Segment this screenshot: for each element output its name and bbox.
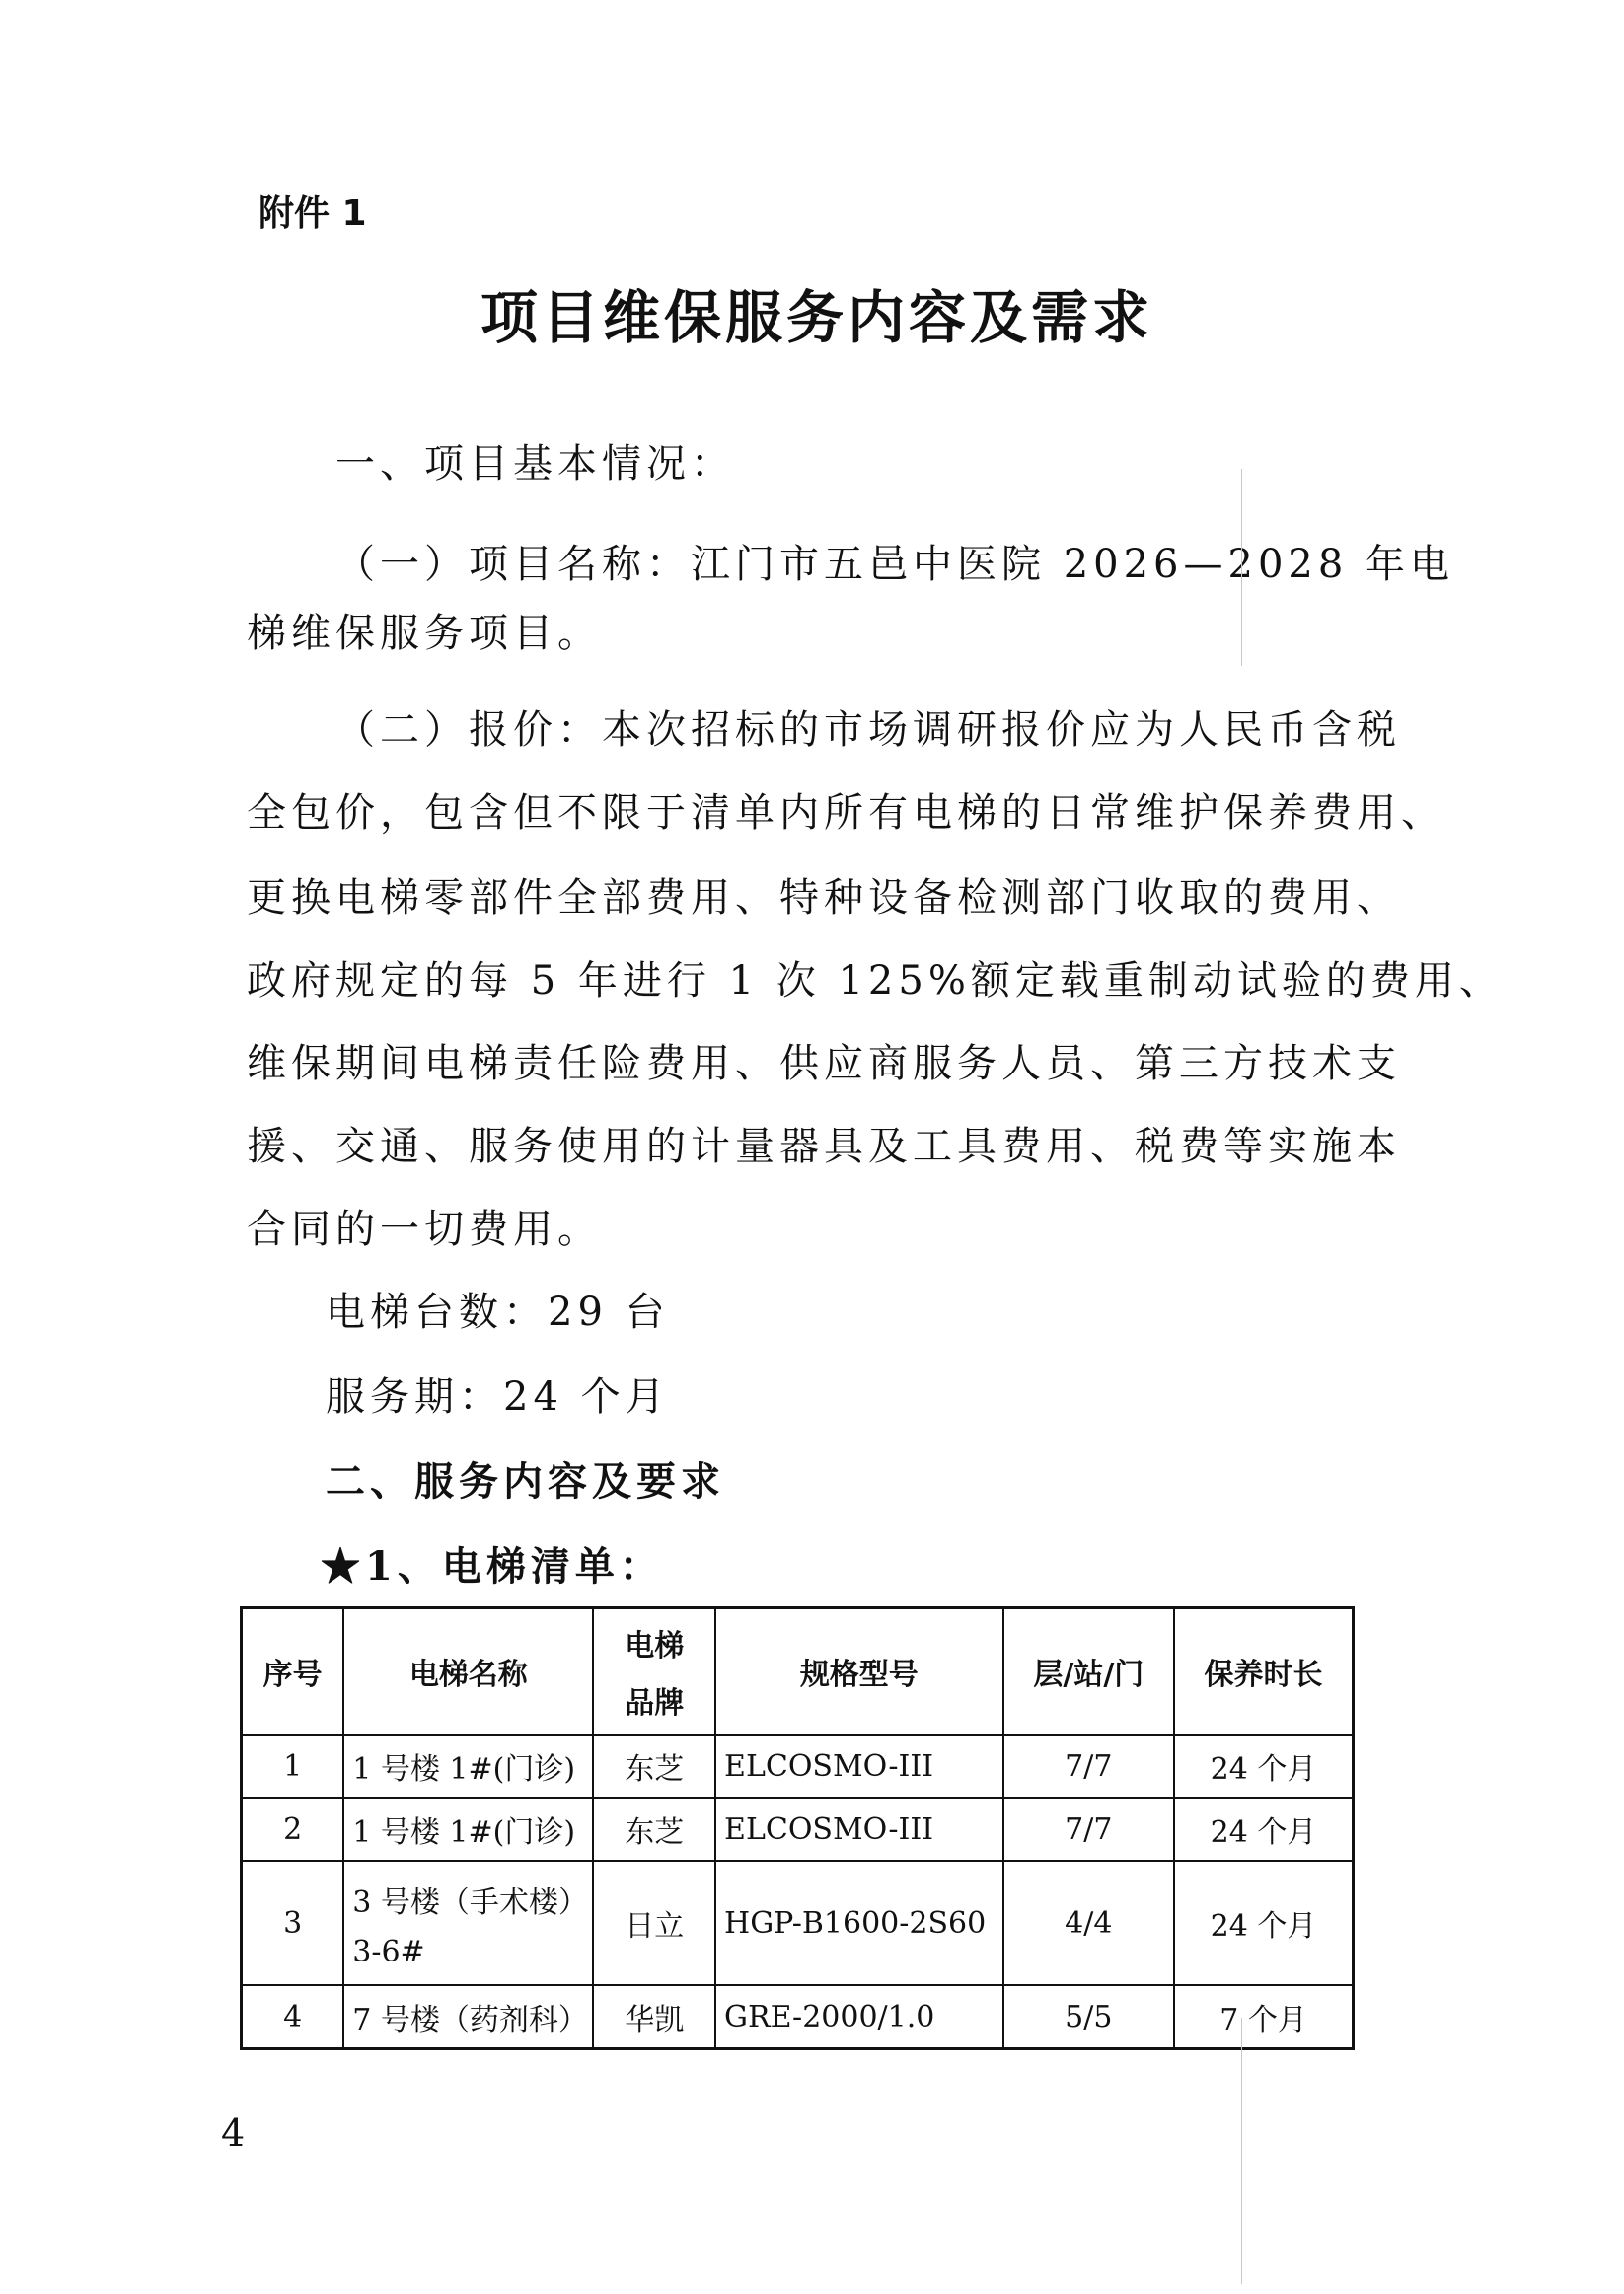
scan-artifact-line <box>1241 2018 1242 2284</box>
cell-floors: 4/4 <box>1003 1861 1174 1985</box>
cell-model: ELCOSMO-III <box>715 1735 1003 1798</box>
table-row <box>242 1861 1354 1985</box>
cell-name-line-1: 3 号楼（手术楼） <box>352 1885 588 1920</box>
quote-line-1: （二）报价：本次招标的市场调研报价应为人民币含税 <box>335 707 1401 753</box>
header-seq: 序号 <box>242 1608 344 1736</box>
cell-floors: 5/5 <box>1003 1985 1174 2049</box>
cell-model: HGP-B1600-2S60 <box>715 1861 1003 1985</box>
cell-floors: 7/7 <box>1003 1798 1174 1861</box>
quote-line-6: 援、交通、服务使用的计量器具及工具费用、税费等实施本 <box>247 1124 1401 1169</box>
cell-seq: 2 <box>242 1798 344 1861</box>
cell-name: 1 号楼 1#(门诊) <box>343 1798 593 1861</box>
elevator-table <box>240 1606 1355 2050</box>
quote-line-7: 合同的一切费用。 <box>247 1207 602 1252</box>
cell-duration: 24 个月 <box>1174 1861 1353 1985</box>
elevator-count: 电梯台数：29 台 <box>326 1290 670 1335</box>
table-row <box>242 1798 1354 1861</box>
cell-floors: 7/7 <box>1003 1735 1174 1798</box>
project-name-line-1: （一）项目名称：江门市五邑中医院 2026—2028 年电 <box>335 542 1455 587</box>
attachment-label: 附件 1 <box>258 193 367 234</box>
page-number: 4 <box>221 2111 246 2155</box>
cell-name-line-2: 3-6# <box>352 1934 425 1969</box>
page-title: 项目维保服务内容及需求 <box>480 284 1153 351</box>
cell-duration: 24 个月 <box>1174 1735 1353 1798</box>
header-duration: 保养时长 <box>1174 1608 1353 1736</box>
cell-duration: 7 个月 <box>1174 1985 1353 2049</box>
cell-seq: 4 <box>242 1985 344 2049</box>
table-row <box>242 1735 1354 1798</box>
section-1-heading: 一、项目基本情况： <box>335 441 735 486</box>
quote-line-2: 全包价，包含但不限于清单内所有电梯的日常维护保养费用、 <box>247 790 1445 836</box>
cell-name: 1 号楼 1#(门诊) <box>343 1735 593 1798</box>
quote-line-4: 政府规定的每 5 年进行 1 次 125%额定载重制动试验的费用、 <box>247 958 1504 1003</box>
elevator-list-heading: ★1、电梯清单： <box>321 1543 664 1590</box>
cell-model: GRE-2000/1.0 <box>715 1985 1003 2049</box>
cell-seq: 1 <box>242 1735 344 1798</box>
scan-artifact-line <box>1241 469 1242 666</box>
quote-line-5: 维保期间电梯责任险费用、供应商服务人员、第三方技术支 <box>247 1041 1401 1086</box>
header-brand-line-2: 品牌 <box>625 1686 685 1721</box>
cell-name: 7 号楼（药剂科） <box>343 1985 593 2049</box>
service-period: 服务期：24 个月 <box>326 1374 670 1420</box>
cell-brand: 东芝 <box>593 1735 715 1798</box>
cell-brand: 日立 <box>593 1861 715 1985</box>
cell-name <box>343 1861 593 1985</box>
cell-model: ELCOSMO-III <box>715 1798 1003 1861</box>
table-row <box>242 1985 1354 2049</box>
header-model: 规格型号 <box>715 1608 1003 1736</box>
header-brand <box>593 1608 715 1736</box>
cell-seq: 3 <box>242 1861 344 1985</box>
cell-brand: 华凯 <box>593 1985 715 2049</box>
section-2-heading: 二、服务内容及要求 <box>326 1458 725 1505</box>
header-name: 电梯名称 <box>343 1608 593 1736</box>
project-name-line-2: 梯维保服务项目。 <box>247 611 602 656</box>
table-header-row <box>242 1608 1354 1736</box>
cell-duration: 24 个月 <box>1174 1798 1353 1861</box>
quote-line-3: 更换电梯零部件全部费用、特种设备检测部门收取的费用、 <box>247 875 1401 921</box>
header-brand-line-1: 电梯 <box>625 1629 685 1664</box>
cell-brand: 东芝 <box>593 1798 715 1861</box>
header-floors: 层/站/门 <box>1003 1608 1174 1736</box>
